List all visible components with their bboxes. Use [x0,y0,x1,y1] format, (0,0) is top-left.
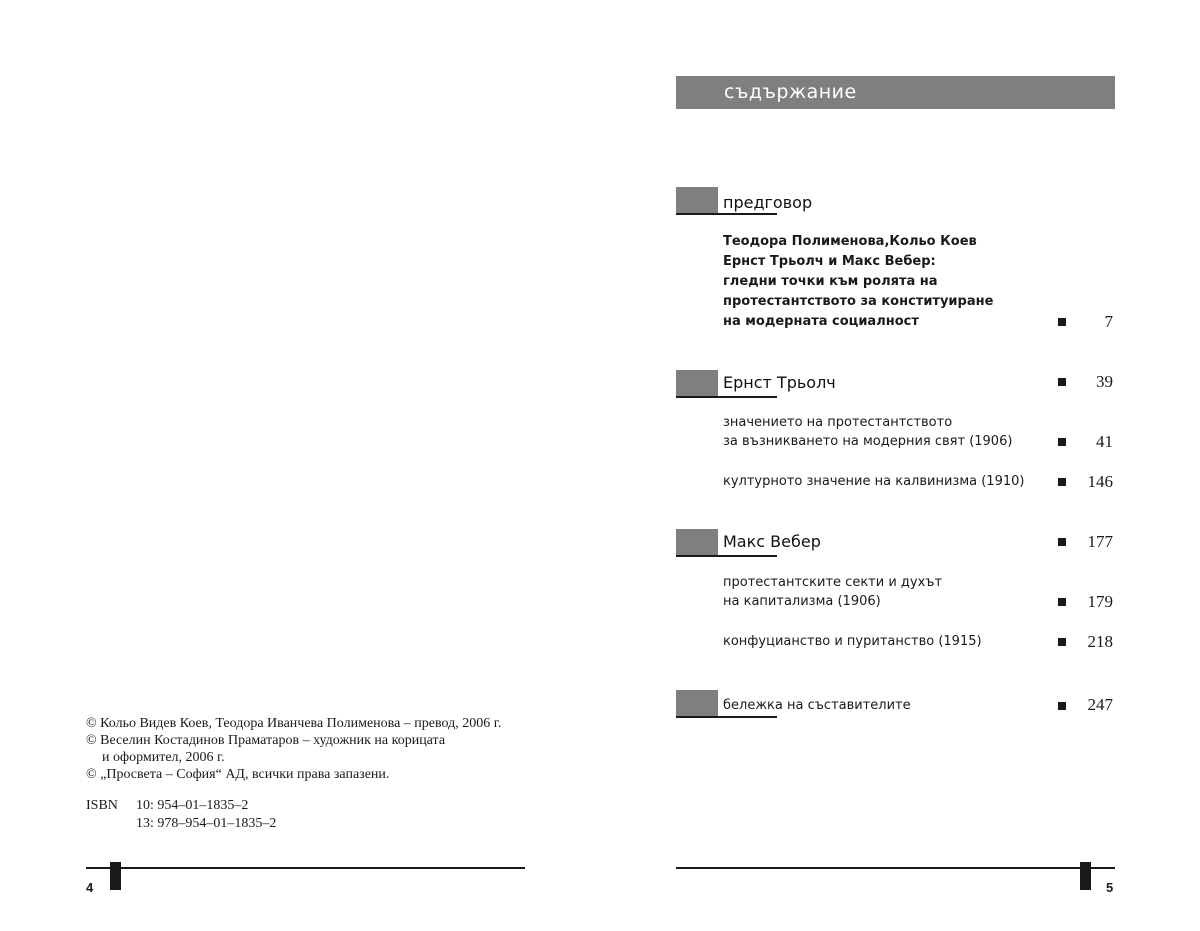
copyright-line-artist: © Веселин Костадинов Праматаров – художник на корицата [86,733,446,748]
section-title-notes: бележка на съставителите [723,698,911,713]
section-underline-weber [676,555,777,557]
copyright-line-artist-cont: и оформител, 2006 г. [102,750,225,765]
section-title-weber: Макс Вебер [723,532,821,551]
left-page-number: 4 [86,880,94,895]
toc-bullet [1058,438,1066,446]
toc-entry-line: Ернст Трьолч и Макс Вебер: [723,254,936,269]
isbn-10: 10: 954–01–1835–2 [136,798,249,813]
toc-title: съдържание [724,81,857,103]
copyright-line-translation: © Кольо Видев Коев, Теодора Иванчева Полименова – превод, 2006 г. [86,716,502,731]
section-title-troeltsch: Ернст Трьолч [723,373,836,392]
section-title-preface: предговор [723,193,813,212]
toc-entry-line: на капитализма (1906) [723,594,881,609]
toc-bullet [1058,702,1066,710]
isbn-13: 13: 978–954–01–1835–2 [136,816,277,831]
toc-entry-line: конфуцианство и пуританство (1915) [723,634,982,649]
section-underline-preface [676,213,777,215]
toc-bullet [1058,378,1066,386]
toc-banner [676,76,1115,109]
section-marker-troeltsch [676,370,718,398]
copyright-line-publisher: © „Просвета – София“ АД, всички права запазени. [86,767,390,782]
toc-bullet [1058,598,1066,606]
toc-entry-line: за възникването на модерния свят (1906) [723,434,1013,449]
section-marker-weber [676,529,718,557]
isbn-label: ISBN [86,798,118,813]
toc-bullet [1058,318,1066,326]
toc-page-number: 146 [1087,472,1113,491]
toc-entry-line: протестантските секти и духът [723,575,943,590]
section-marker-preface [676,187,718,215]
toc-bullet [1058,538,1066,546]
toc-page-number: 247 [1087,695,1113,714]
toc-entry-line: Теодора Полименова,Кольо Коев [723,234,977,249]
toc-page-number: 7 [1104,312,1113,331]
right-footer-block [1080,862,1091,890]
toc-page-number: 39 [1096,372,1113,391]
section-underline-notes [676,716,777,718]
toc-entry-line: протестантството за конституиране [723,294,994,309]
toc-entry-line: гледни точки към ролята на [723,274,938,289]
toc-entry-line: значението на протестантството [723,415,953,430]
copyright-block [86,715,556,783]
right-footer-rule [676,867,1115,869]
left-footer-rule [86,867,525,869]
toc-page-number: 179 [1087,592,1113,611]
section-marker-notes [676,690,718,718]
left-footer-block [110,862,121,890]
right-page-number: 5 [1106,880,1114,895]
toc-bullet [1058,638,1066,646]
toc-page-number: 177 [1087,532,1113,551]
toc-entry-line: на модерната социалност [723,314,919,329]
toc-page-number: 41 [1096,432,1113,451]
section-underline-troeltsch [676,396,777,398]
toc-page-number: 218 [1087,632,1113,651]
toc-entry-line: културното значение на калвинизма (1910) [723,474,1025,489]
toc-bullet [1058,478,1066,486]
